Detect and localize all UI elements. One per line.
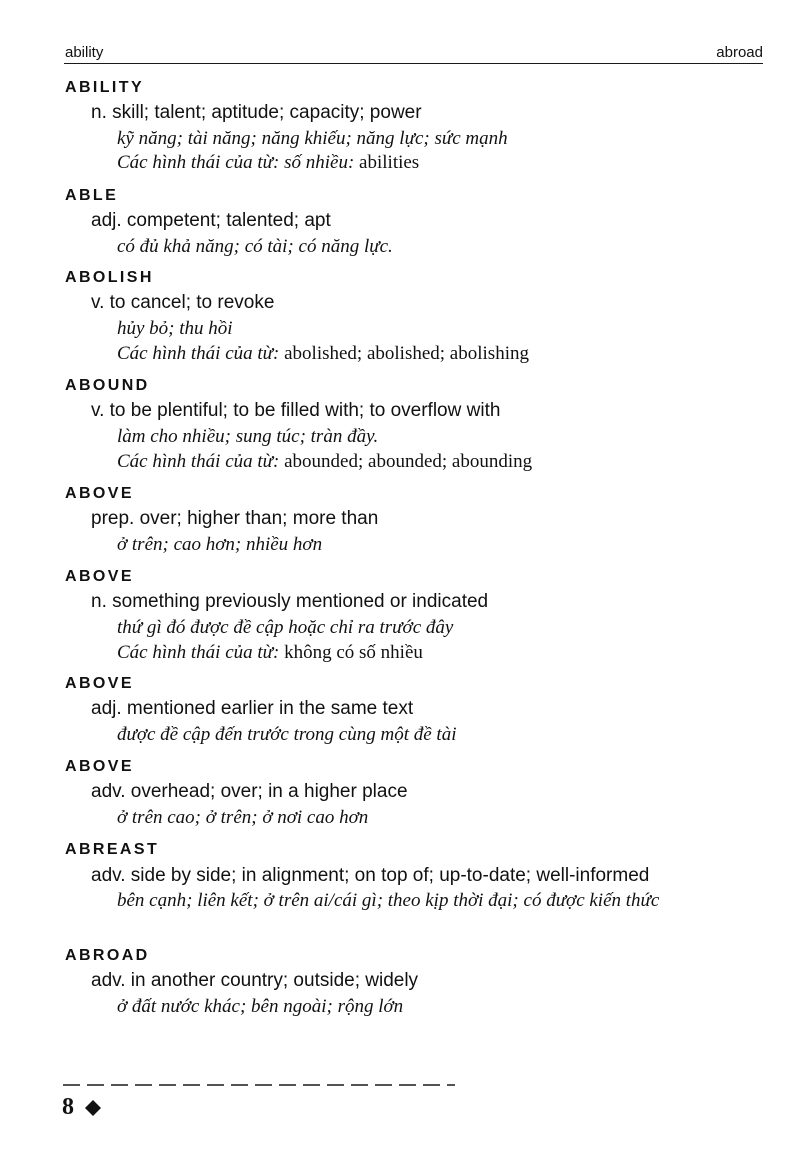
definition: v. to cancel; to revoke bbox=[91, 292, 275, 313]
headword: ABOUND bbox=[65, 377, 150, 394]
headword: ABREAST bbox=[65, 841, 160, 858]
word-forms-value: không có số nhiều bbox=[284, 642, 423, 663]
definition: adv. in another country; outside; widely bbox=[91, 970, 419, 991]
translation: hủy bỏ; thu hồi bbox=[117, 318, 233, 339]
running-head bbox=[64, 43, 763, 64]
black-diamond-icon bbox=[85, 1100, 101, 1116]
translation: có đủ khả năng; có tài; có năng lực. bbox=[117, 236, 393, 257]
translation: ở trên; cao hơn; nhiều hơn bbox=[117, 534, 323, 555]
translation: thứ gì đó được đề cập hoặc chỉ ra trước đây bbox=[117, 617, 454, 638]
word-forms bbox=[117, 641, 423, 665]
word-forms-value: abounded; abounded; abounding bbox=[284, 451, 533, 472]
running-head-first-word: ability bbox=[65, 44, 104, 61]
definition: adj. mentioned earlier in the same text bbox=[91, 698, 414, 719]
word-forms-label: Các hình thái của từ: bbox=[117, 152, 280, 173]
translation: ở đất nước khác; bên ngoài; rộng lớn bbox=[117, 996, 404, 1017]
definition: n. something previously mentioned or indicated bbox=[91, 591, 489, 612]
headword: ABOVE bbox=[65, 675, 134, 692]
footer-dashed-rule bbox=[63, 1080, 455, 1090]
definition: n. skill; talent; aptitude; capacity; power bbox=[91, 102, 422, 123]
headword: ABLE bbox=[65, 187, 119, 204]
definition: v. to be plentiful; to be filled with; to overflow with bbox=[91, 400, 501, 421]
definition: prep. over; higher than; more than bbox=[91, 508, 379, 529]
definition: adv. overhead; over; in a higher place bbox=[91, 781, 408, 802]
word-forms bbox=[117, 342, 529, 366]
translation: kỹ năng; tài năng; năng khiếu; năng lực; sức mạnh bbox=[117, 128, 508, 149]
headword: ABILITY bbox=[65, 79, 145, 96]
headword: ABOVE bbox=[65, 758, 134, 775]
word-forms bbox=[117, 151, 419, 175]
headword: ABOLISH bbox=[65, 269, 154, 286]
word-forms bbox=[117, 450, 532, 474]
translation: được đề cập đến trước trong cùng một đề tài bbox=[117, 724, 457, 745]
definition: adj. competent; talented; apt bbox=[91, 210, 331, 231]
translation: làm cho nhiều; sung túc; tràn đầy. bbox=[117, 426, 379, 447]
word-forms-label: Các hình thái của từ: bbox=[117, 343, 280, 364]
page-number: 8 bbox=[62, 1094, 74, 1120]
word-forms-value: abolished; abolished; abolishing bbox=[284, 343, 529, 364]
translation: ở trên cao; ở trên; ở nơi cao hơn bbox=[117, 807, 369, 828]
headword: ABOVE bbox=[65, 568, 134, 585]
headword: ABROAD bbox=[65, 947, 150, 964]
translation: bên cạnh; liên kết; ở trên ai/cái gì; theo kịp thời đại; có được kiến thức bbox=[117, 890, 660, 911]
running-head-last-word: abroad bbox=[716, 44, 763, 61]
headword: ABOVE bbox=[65, 485, 134, 502]
word-forms-note: số nhiều: bbox=[284, 152, 355, 173]
word-forms-label: Các hình thái của từ: bbox=[117, 451, 280, 472]
word-forms-label: Các hình thái của từ: bbox=[117, 642, 280, 663]
definition: adv. side by side; in alignment; on top of; up-to-date; well-informed bbox=[91, 865, 650, 886]
word-forms-value: abilities bbox=[359, 152, 420, 173]
